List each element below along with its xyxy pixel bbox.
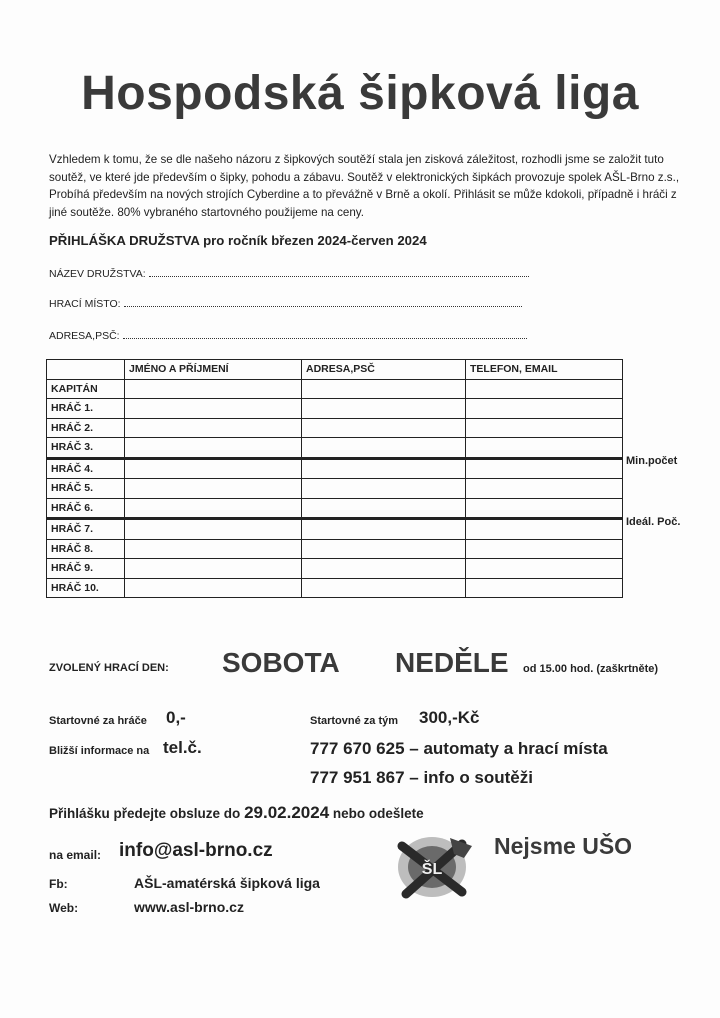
address-cell[interactable] <box>302 559 466 579</box>
name-cell[interactable] <box>125 519 302 540</box>
address-label: ADRESA,PSČ: <box>49 330 120 342</box>
name-cell[interactable] <box>125 458 302 479</box>
fb-link[interactable]: AŠL-amatérská šipková liga <box>134 875 320 891</box>
submit-line <box>49 803 424 823</box>
team-fee-value: 300,-Kč <box>419 708 480 727</box>
contact-cell[interactable] <box>466 379 623 399</box>
address-line <box>123 330 527 339</box>
submit-date: 29.02.2024 <box>244 803 330 822</box>
row-label: HRÁČ 4. <box>47 458 125 479</box>
table-header-cell <box>47 360 125 380</box>
table-row <box>47 519 623 540</box>
table-row <box>47 539 623 559</box>
venue-line <box>124 298 522 307</box>
contact-cell[interactable] <box>466 498 623 519</box>
name-cell[interactable] <box>125 379 302 399</box>
table-row <box>47 498 623 519</box>
page-title: Hospodská šipková liga <box>81 67 639 120</box>
name-cell[interactable] <box>125 418 302 438</box>
phone-automats[interactable]: 777 670 625 – automaty a hrací místa <box>310 739 608 758</box>
row-label: HRÁČ 1. <box>47 399 125 419</box>
address-cell[interactable] <box>302 418 466 438</box>
team-name-field[interactable] <box>49 268 529 280</box>
team-name-label: NÁZEV DRUŽSTVA: <box>49 268 146 280</box>
contact-cell[interactable] <box>466 438 623 459</box>
address-cell[interactable] <box>302 479 466 499</box>
contact-cell[interactable] <box>466 559 623 579</box>
ideal-count-label: Ideál. Poč. <box>626 516 681 528</box>
row-label: HRÁČ 6. <box>47 498 125 519</box>
table-header-cell: JMÉNO A PŘÍJMENÍ <box>125 360 302 380</box>
team-fee-label: Startovné za tým <box>310 715 399 727</box>
intro-paragraph: Vzhledem k tomu, že se dle našeho názoru z šipkových soutěží stala jen zisková záležitost, rozhodli jsme se založit tuto soutěž, ve které jde především o šipky, pohodu a zábavu. Soutěž v elektronických šipkách provozuje spolek AŠL-Brno z.s., Probíhá především na nových strojích Cyberdine a to převážně v Brně a okolí. Přihlásit se může kdokoli, případně i hráči z jiné soutěže. 80% vybraného startovného použijeme na ceny. <box>49 153 680 219</box>
table-row <box>47 559 623 579</box>
contact-cell[interactable] <box>466 519 623 540</box>
table-row <box>47 578 623 598</box>
web-link[interactable]: www.asl-brno.cz <box>134 899 244 915</box>
name-cell[interactable] <box>125 539 302 559</box>
row-label: HRÁČ 10. <box>47 578 125 598</box>
name-cell[interactable] <box>125 399 302 419</box>
table-row <box>47 458 623 479</box>
table-row <box>47 379 623 399</box>
row-label: HRÁČ 3. <box>47 438 125 459</box>
phone-info[interactable]: 777 951 867 – info o soutěži <box>310 768 533 787</box>
table-header-cell: ADRESA,PSČ <box>302 360 466 380</box>
address-cell[interactable] <box>302 458 466 479</box>
contact-cell[interactable] <box>466 539 623 559</box>
contact-cell[interactable] <box>466 458 623 479</box>
email-link[interactable]: info@asl-brno.cz <box>119 840 273 861</box>
table-row <box>47 418 623 438</box>
address-cell[interactable] <box>302 438 466 459</box>
row-label: HRÁČ 5. <box>47 479 125 499</box>
team-name-line <box>149 268 529 277</box>
contact-cell[interactable] <box>466 578 623 598</box>
sunday-option[interactable]: NEDĚLE <box>395 647 509 678</box>
name-cell[interactable] <box>125 479 302 499</box>
motto-text: Nejsme UŠO <box>494 833 633 859</box>
address-cell[interactable] <box>302 578 466 598</box>
contact-cell[interactable] <box>466 399 623 419</box>
row-label: HRÁČ 2. <box>47 418 125 438</box>
min-count-label: Min.počet <box>626 455 678 467</box>
contact-cell[interactable] <box>466 479 623 499</box>
address-cell[interactable] <box>302 539 466 559</box>
player-fee-label: Startovné za hráče <box>49 715 147 727</box>
table-header-row <box>47 360 623 380</box>
roster-table <box>46 359 623 598</box>
venue-field[interactable] <box>49 298 522 310</box>
name-cell[interactable] <box>125 438 302 459</box>
name-cell[interactable] <box>125 559 302 579</box>
form-heading: PŘIHLÁŠKA DRUŽSTVA pro ročník březen 2024-červen 2024 <box>49 233 427 248</box>
play-day-note: od 15.00 hod. (zaškrtněte) <box>523 663 659 675</box>
venue-label: HRACÍ MÍSTO: <box>49 298 121 310</box>
table-row <box>47 438 623 459</box>
saturday-option[interactable]: SOBOTA <box>222 647 340 678</box>
row-label: HRÁČ 7. <box>47 519 125 540</box>
row-label: KAPITÁN <box>47 379 125 399</box>
table-header-cell: TELEFON, EMAIL <box>466 360 623 380</box>
tel-label: tel.č. <box>163 738 202 757</box>
name-cell[interactable] <box>125 498 302 519</box>
play-day-label: ZVOLENÝ HRACÍ DEN: <box>49 662 169 674</box>
logo-text: ŠL <box>421 861 443 878</box>
address-cell[interactable] <box>302 498 466 519</box>
contact-cell[interactable] <box>466 418 623 438</box>
submit-suffix: nebo odešlete <box>332 806 424 821</box>
email-label: na email: <box>49 848 102 862</box>
address-cell[interactable] <box>302 379 466 399</box>
row-label: HRÁČ 9. <box>47 559 125 579</box>
address-cell[interactable] <box>302 519 466 540</box>
table-row <box>47 479 623 499</box>
player-fee-value: 0,- <box>166 708 186 727</box>
fb-label: Fb: <box>49 877 68 891</box>
address-cell[interactable] <box>302 399 466 419</box>
table-row <box>47 399 623 419</box>
row-label: HRÁČ 8. <box>47 539 125 559</box>
web-label: Web: <box>49 901 79 915</box>
submit-text: Přihlášku předejte obsluze do <box>49 806 241 821</box>
address-field[interactable] <box>49 330 527 342</box>
info-label: Bližší informace na <box>49 745 150 757</box>
asl-logo-icon <box>392 832 478 900</box>
name-cell[interactable] <box>125 578 302 598</box>
